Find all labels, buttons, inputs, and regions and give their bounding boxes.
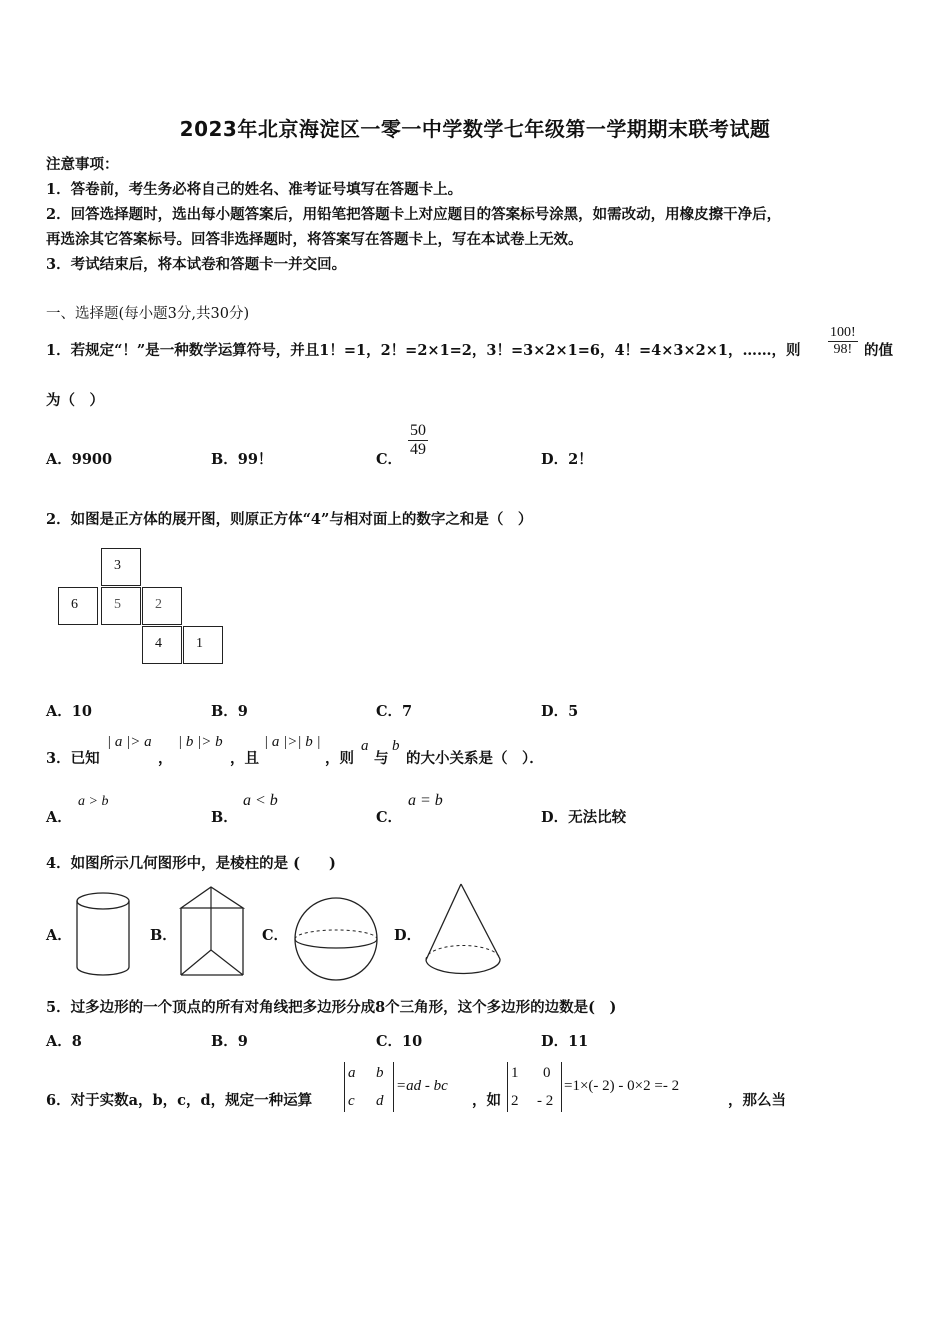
option-d[interactable]: D．11 xyxy=(541,1033,589,1050)
option-d[interactable]: D．2！ xyxy=(541,451,593,468)
option-d[interactable]: D．5 xyxy=(541,703,579,720)
fraction-numerator: 100! xyxy=(828,325,858,342)
option-b[interactable]: B．99！ xyxy=(211,451,273,468)
determinant-formula: =ad - bc xyxy=(396,1078,448,1094)
question-6-text: ，那么当 xyxy=(728,1092,786,1109)
notice-heading: 注意事项： xyxy=(46,156,119,173)
option-b[interactable]: B．9 xyxy=(211,1033,248,1050)
question-3-text: 的大小关系是（ ）． xyxy=(406,750,544,767)
option-b[interactable]: B． xyxy=(150,927,177,944)
question-3-text: 3．已知 xyxy=(46,750,100,767)
question-6-text: 6．对于实数a，b，c，d，规定一种运算 xyxy=(46,1092,313,1109)
determinant-example-result: =1×(- 2) - 0×2 =- 2 xyxy=(564,1078,680,1094)
net-cell: 3 xyxy=(101,548,141,586)
question-3-math: b xyxy=(392,738,400,754)
det-entry: 1 xyxy=(511,1065,519,1081)
option-c[interactable]: C．10 xyxy=(376,1033,423,1050)
question-3-text: 与 xyxy=(374,750,389,767)
question-2-text: 2．如图是正方体的展开图，则原正方体“4”与相对面上的数字之和是（ ） xyxy=(46,511,533,528)
option-c[interactable]: C．7 xyxy=(376,703,413,720)
option-c[interactable]: C． xyxy=(262,927,289,944)
question-1-text: 1．若规定“！”是一种数学运算符号，并且1！=1，2！=2×1=2，3！=3×2×1=6，4！=4×3×2×1，……，则 xyxy=(46,342,801,359)
option-a[interactable]: A． xyxy=(46,927,72,944)
net-cell: 5 xyxy=(101,587,141,625)
net-cell: 1 xyxy=(183,626,223,664)
det-entry: d xyxy=(376,1093,384,1109)
question-1-line2: 为（ ） xyxy=(46,392,104,409)
question-3-text: ，则 xyxy=(325,750,354,767)
question-1-fraction xyxy=(828,325,858,358)
option-a[interactable]: A．8 xyxy=(46,1033,82,1050)
option-a[interactable]: A．9900 xyxy=(46,451,113,468)
option-c[interactable]: C． xyxy=(376,809,403,826)
net-cell: 2 xyxy=(142,587,182,625)
option-a-math: a > b xyxy=(78,794,109,809)
question-3-math: | a |> a xyxy=(107,734,152,750)
det-entry: 0 xyxy=(543,1065,551,1081)
net-cell: 4 xyxy=(142,626,182,664)
question-5-text: 5．过多边形的一个顶点的所有对角线把多边形分成8个三角形，这个多边形的边数是( ) xyxy=(46,999,617,1016)
option-b[interactable]: B．9 xyxy=(211,703,248,720)
question-6-text: ，如 xyxy=(472,1092,501,1109)
det-entry: 2 xyxy=(511,1093,519,1109)
question-3-math: a xyxy=(361,738,369,754)
question-3-text: ， xyxy=(158,750,173,767)
net-cell: 6 xyxy=(58,587,98,625)
option-a[interactable]: A． xyxy=(46,809,72,826)
section-heading: 一、选择题(每小题3分,共30分) xyxy=(46,306,250,322)
notice-item: 1．答卷前，考生务必将自己的姓名、准考证号填写在答题卡上。 xyxy=(46,181,463,198)
triangular-prism-figure xyxy=(176,884,251,980)
cone-figure xyxy=(420,880,510,980)
question-1-suffix: 的值 xyxy=(864,342,893,359)
question-3-text: ，且 xyxy=(230,750,259,767)
cylinder-figure xyxy=(74,890,134,980)
option-c-math: a = b xyxy=(408,792,443,809)
notice-item: 再选涂其它答案标号。回答非选择题时，将答案写在答题卡上，写在本试卷上无效。 xyxy=(46,231,583,248)
fraction-numerator: 50 xyxy=(408,422,428,441)
notice-item: 2．回答选择题时，选出每小题答案后，用铅笔把答题卡上对应题目的答案标号涂黑，如需改动，用橡皮擦干净后， xyxy=(46,206,782,223)
option-b-math: a < b xyxy=(243,792,278,809)
option-a[interactable]: A．10 xyxy=(46,703,92,720)
option-c-fraction xyxy=(408,422,428,460)
det-entry: a xyxy=(348,1065,356,1081)
det-entry: b xyxy=(376,1065,384,1081)
question-3-math: | a |>| b | xyxy=(264,734,321,750)
option-d[interactable]: D．无法比较 xyxy=(541,809,627,826)
notice-item: 3．考试结束后，将本试卷和答题卡一并交回。 xyxy=(46,256,347,273)
question-3-math: | b |> b xyxy=(178,734,223,750)
det-entry: - 2 xyxy=(537,1093,554,1109)
option-d[interactable]: D． xyxy=(394,927,422,944)
fraction-denominator: 49 xyxy=(410,441,426,459)
question-4-text: 4．如图所示几何图形中，是棱柱的是 ( ) xyxy=(46,855,336,872)
page-title: 2023年北京海淀区一零一中学数学七年级第一学期期末联考试题 xyxy=(179,117,771,141)
sphere-figure xyxy=(292,896,382,982)
det-entry: c xyxy=(348,1093,355,1109)
option-b[interactable]: B． xyxy=(211,809,238,826)
option-c[interactable]: C． xyxy=(376,451,403,468)
fraction-denominator: 98! xyxy=(833,342,853,358)
